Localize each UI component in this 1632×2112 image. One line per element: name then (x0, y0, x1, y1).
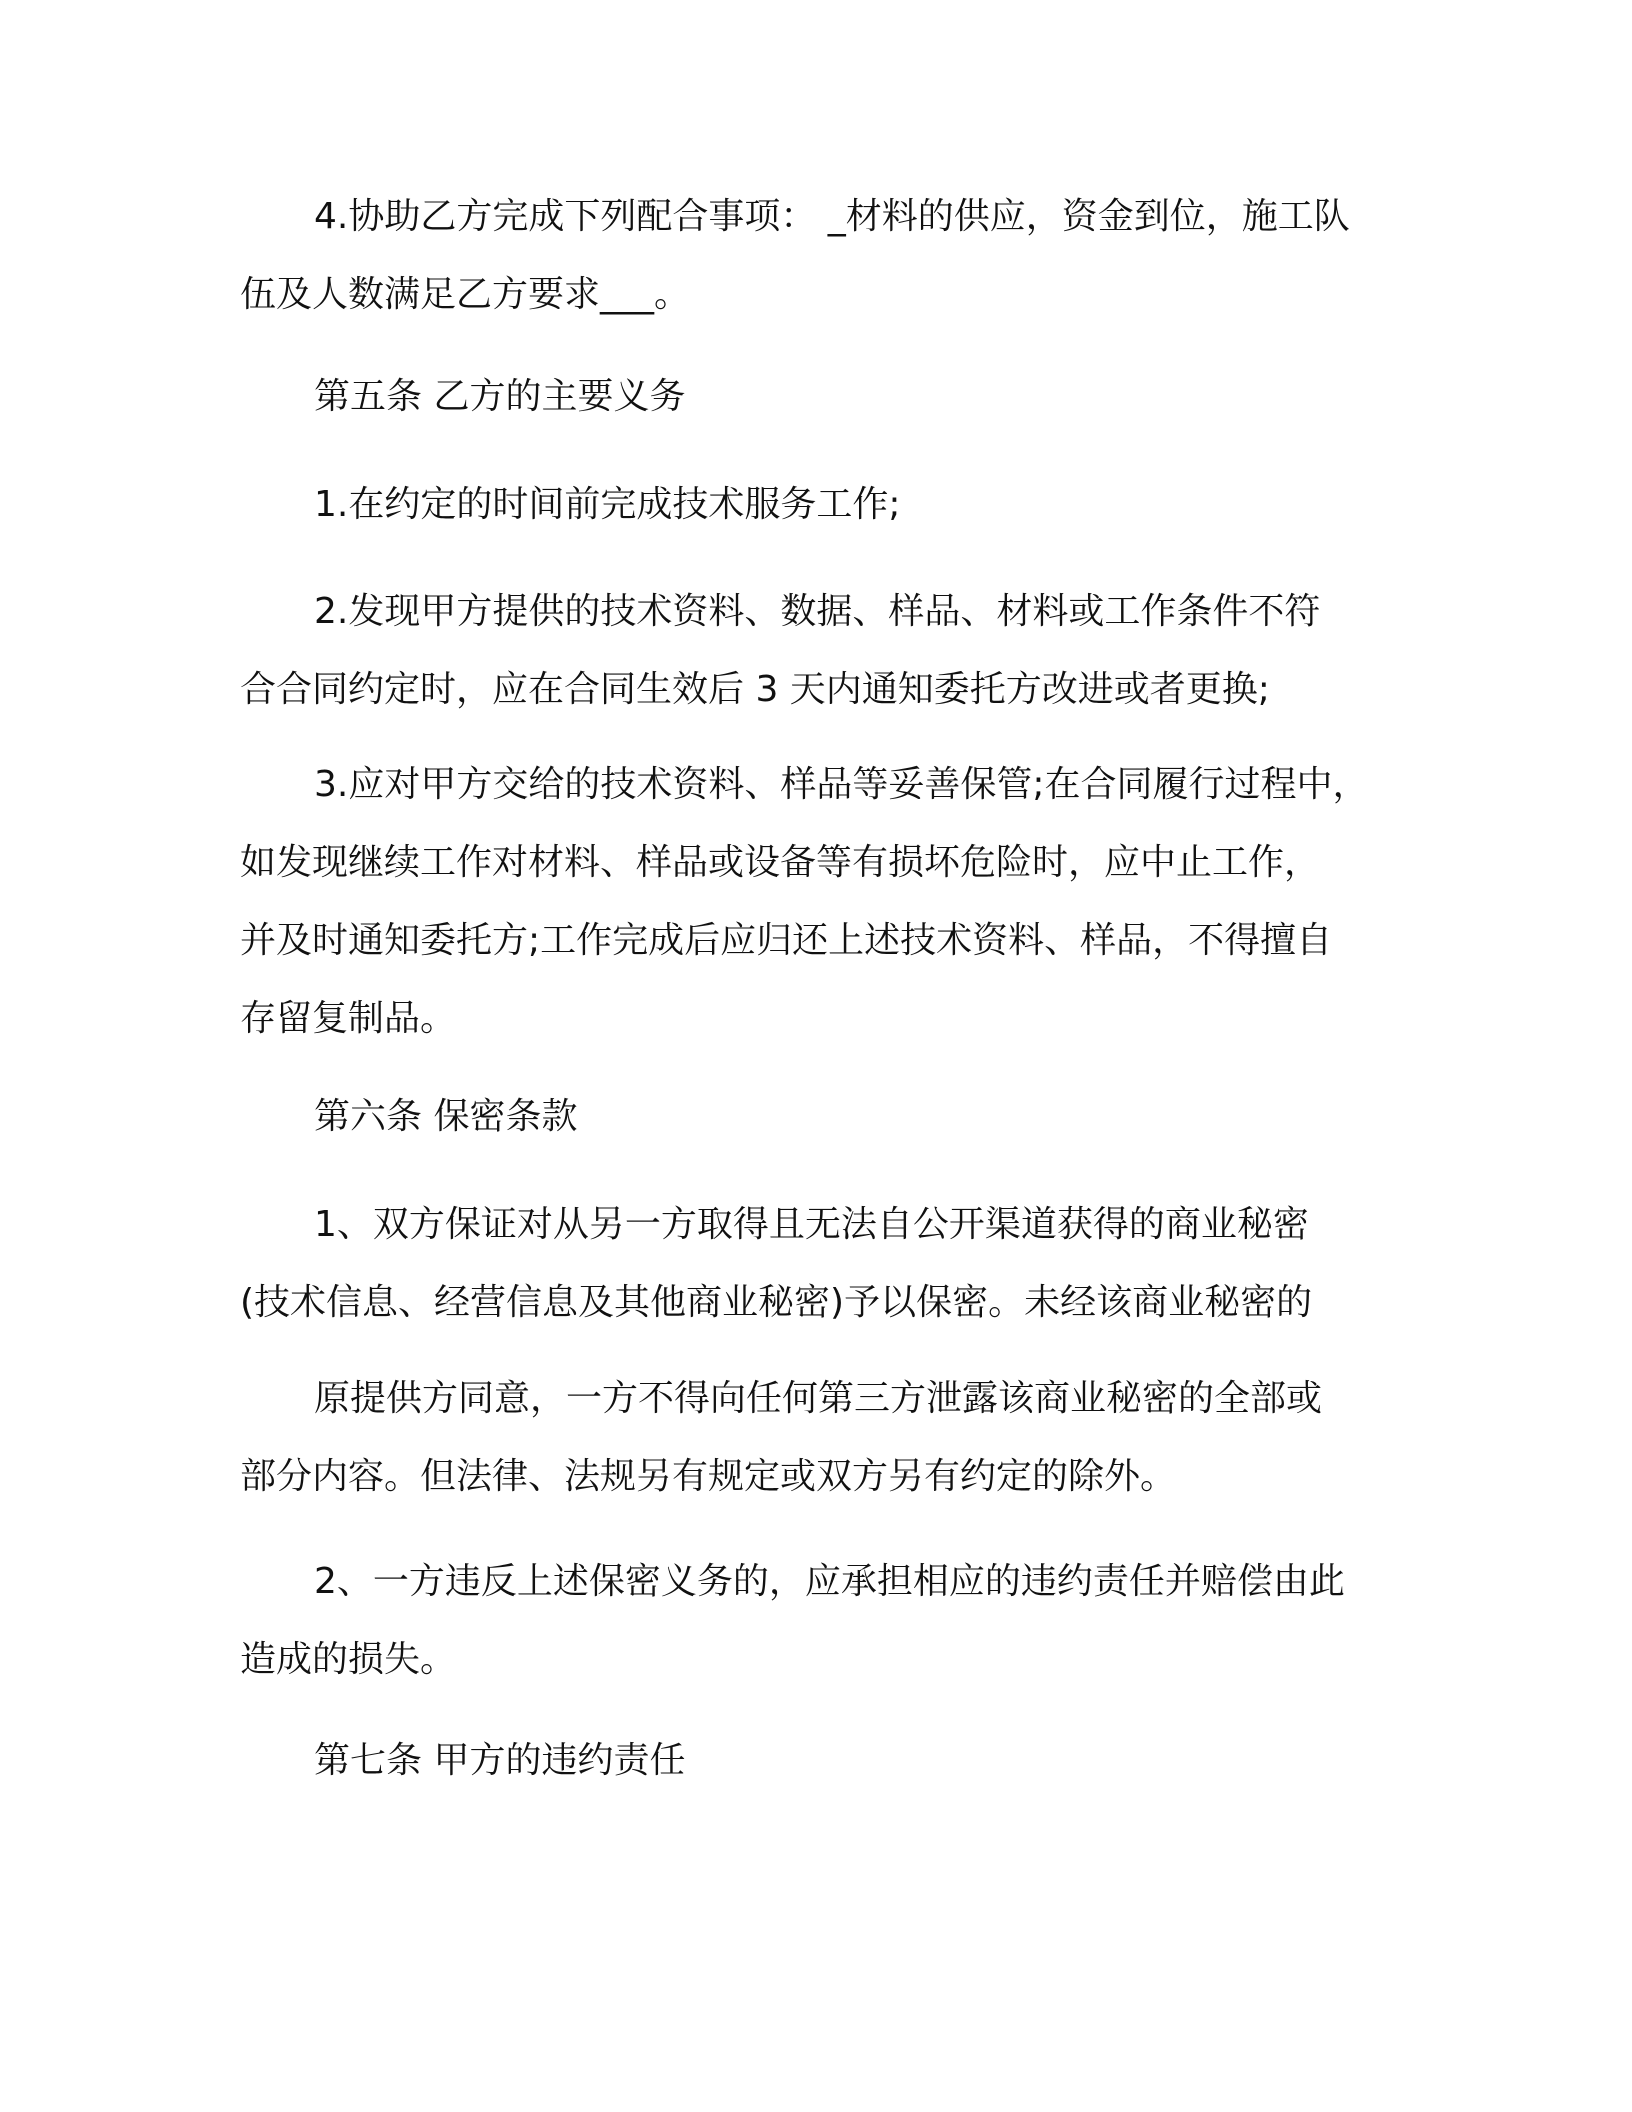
text-line: 1.在约定的时间前完成技术服务工作; (314, 484, 901, 525)
heading-article-5 (240, 358, 1400, 436)
text-line: (技术信息、经营信息及其他商业秘密)予以保密。未经该商业秘密的 (240, 1282, 1313, 1323)
text-line: 伍及人数满足乙方要求___。 (240, 274, 691, 315)
paragraph-confidentiality-1-continued (240, 1360, 1400, 1516)
text-line: 合合同约定时，应在合同生效后 3 天内通知委托方改进或者更换; (240, 669, 1270, 710)
text-line: 2、一方违反上述保密义务的，应承担相应的违约责任并赔偿由此 (314, 1561, 1345, 1602)
paragraph-confidentiality-2 (240, 1543, 1400, 1699)
paragraph-obligation-2 (240, 573, 1400, 729)
text-line: 造成的损失。 (240, 1639, 457, 1680)
text-line: 并及时通知委托方;工作完成后应归还上述技术资料、样品，不得擅自 (240, 920, 1333, 961)
paragraph-obligation-1 (240, 466, 1400, 544)
paragraph-item-4-cooperation (240, 178, 1400, 334)
text-line: 2.发现甲方提供的技术资料、数据、样品、材料或工作条件不符 (314, 591, 1321, 632)
paragraph-obligation-3 (240, 746, 1400, 1058)
text-line: 存留复制品。 (240, 998, 457, 1039)
section-heading: 第七条 甲方的违约责任 (314, 1740, 686, 1781)
text-line: 4.协助乙方完成下列配合事项： _材料的供应，资金到位，施工队 (314, 196, 1350, 237)
section-heading: 第五条 乙方的主要义务 (314, 376, 686, 417)
text-line: 原提供方同意，一方不得向任何第三方泄露该商业秘密的全部或 (314, 1378, 1323, 1419)
text-line: 1、双方保证对从另一方取得且无法自公开渠道获得的商业秘密 (314, 1204, 1309, 1245)
heading-article-7 (240, 1722, 1400, 1800)
paragraph-confidentiality-1 (240, 1186, 1400, 1342)
section-heading: 第六条 保密条款 (314, 1096, 578, 1137)
text-line: 部分内容。但法律、法规另有规定或双方另有约定的除外。 (240, 1456, 1177, 1497)
text-line: 3.应对甲方交给的技术资料、样品等妥善保管;在合同履行过程中， (314, 764, 1369, 805)
heading-article-6 (240, 1078, 1400, 1156)
text-line: 如发现继续工作对材料、样品或设备等有损坏危险时，应中止工作， (240, 842, 1321, 883)
